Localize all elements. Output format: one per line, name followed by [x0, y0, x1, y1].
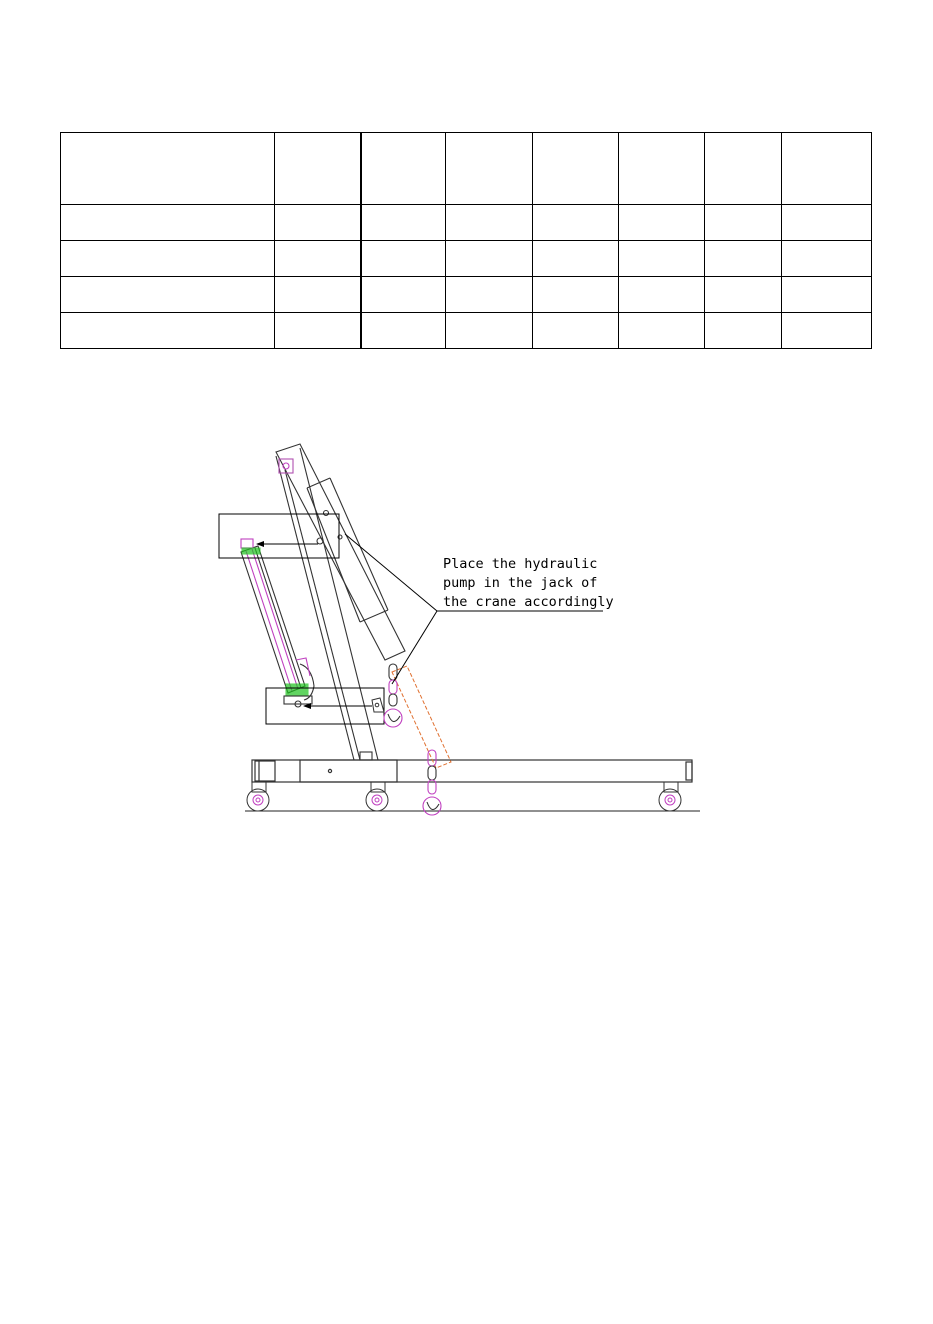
table-row [61, 241, 872, 277]
table-cell [275, 133, 361, 205]
bottom-pivot-callout [266, 688, 384, 724]
table-cell [619, 241, 705, 277]
table-cell [361, 277, 446, 313]
table-cell [619, 133, 705, 205]
callout-line-2: pump in the jack of [443, 575, 598, 591]
callout-line-3: the crane accordingly [443, 594, 614, 610]
table-cell [533, 205, 619, 241]
crane-boom [276, 444, 405, 660]
table-row [61, 313, 872, 349]
table-cell [782, 313, 872, 349]
table-cell [619, 205, 705, 241]
callout-line-1: Place the hydraulic [443, 556, 598, 572]
table-cell [61, 313, 275, 349]
table-cell [446, 133, 533, 205]
table-cell [61, 133, 275, 205]
table-cell [705, 133, 782, 205]
crane-mast [276, 448, 378, 760]
caster-wheel-middle [366, 782, 388, 811]
caster-wheel-left [247, 782, 269, 811]
table-cell [361, 241, 446, 277]
table-cell [61, 277, 275, 313]
table-cell [275, 205, 361, 241]
table-cell [446, 205, 533, 241]
table-cell [782, 277, 872, 313]
table-cell [275, 277, 361, 313]
spec-table [60, 132, 872, 349]
table-cell [533, 133, 619, 205]
table-cell [782, 241, 872, 277]
caster-wheel-right [659, 782, 681, 811]
crane-diagram [0, 420, 933, 840]
ghost-boom-outline [392, 666, 451, 768]
table-header-row [61, 133, 872, 205]
table-cell [361, 205, 446, 241]
table-cell [61, 205, 275, 241]
base-frame [252, 760, 692, 782]
table-cell [782, 205, 872, 241]
hydraulic-pump [241, 539, 314, 707]
table-cell [275, 313, 361, 349]
table-cell [533, 313, 619, 349]
table-cell [705, 241, 782, 277]
table-cell [619, 313, 705, 349]
table-cell [361, 133, 446, 205]
table-row [61, 277, 872, 313]
table-cell [533, 241, 619, 277]
table-row [61, 205, 872, 241]
table-cell [446, 241, 533, 277]
table-cell [705, 277, 782, 313]
top-pivot-callout [219, 514, 339, 558]
table-cell [619, 277, 705, 313]
table-cell [275, 241, 361, 277]
table-cell [533, 277, 619, 313]
table-cell [705, 313, 782, 349]
table-cell [446, 277, 533, 313]
table-cell [446, 313, 533, 349]
table-cell [782, 133, 872, 205]
table-cell [61, 241, 275, 277]
table-cell [705, 205, 782, 241]
table-cell [361, 313, 446, 349]
